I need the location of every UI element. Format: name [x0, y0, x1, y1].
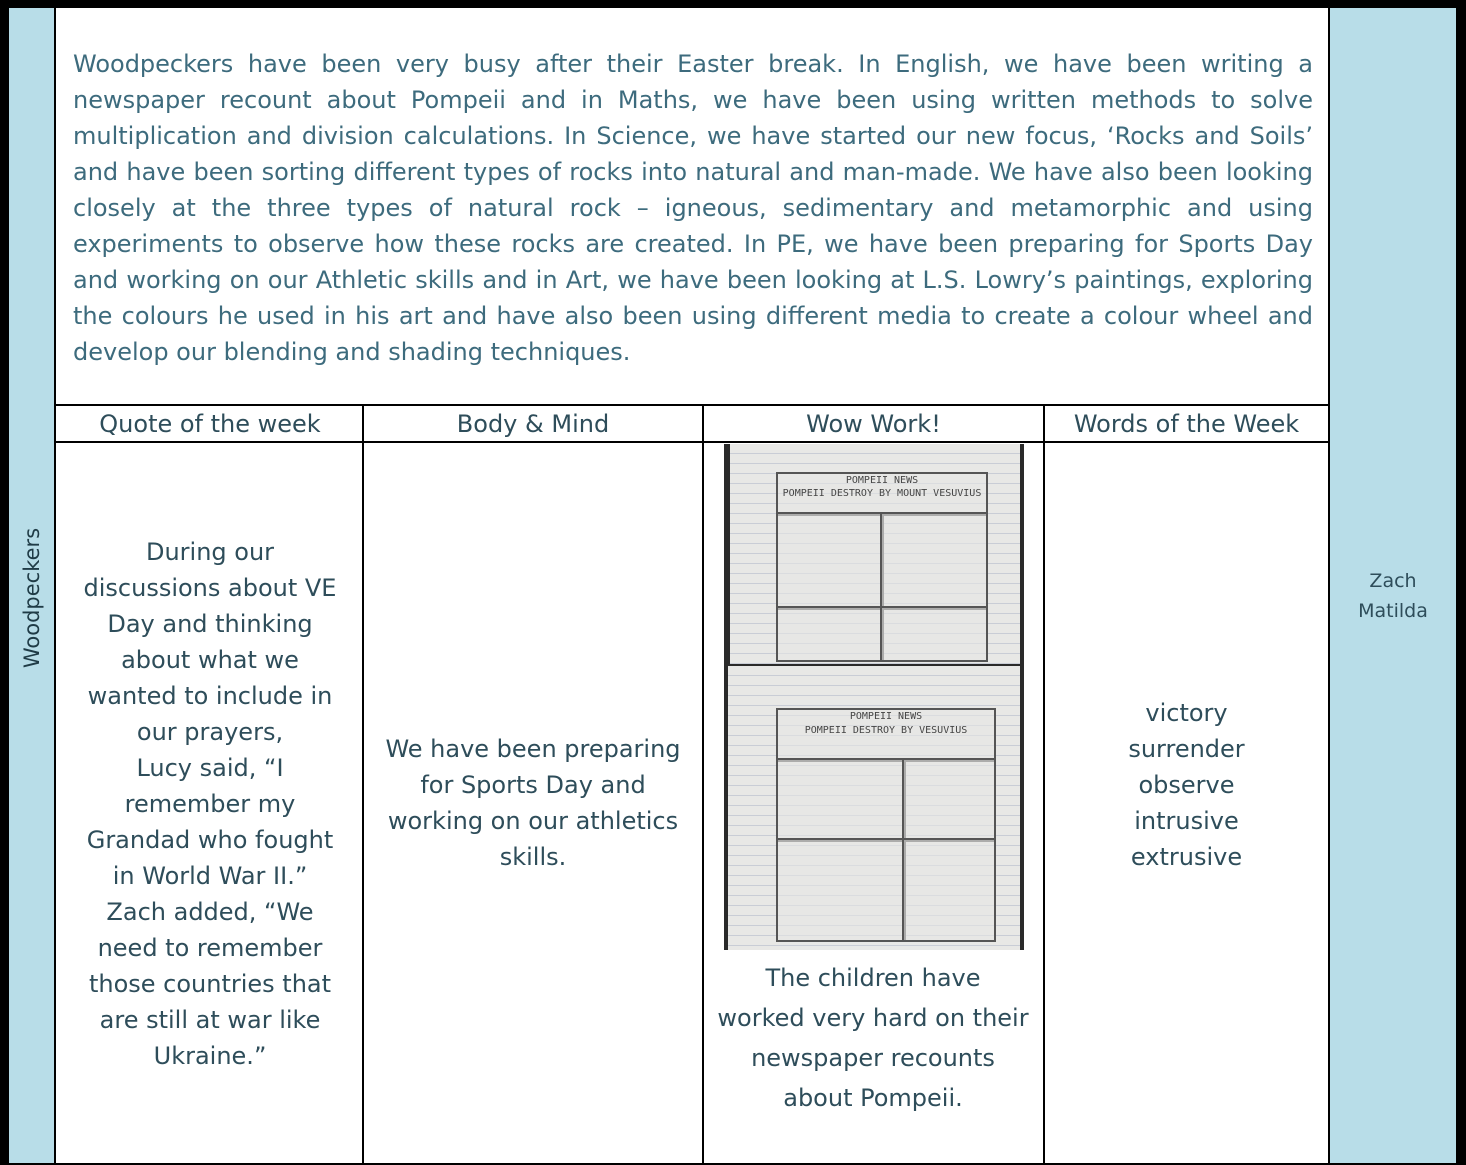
- header-quote-of-the-week: Quote of the week: [99, 410, 321, 438]
- top-border: [0, 0, 1466, 8]
- quote-cell: [58, 534, 362, 1074]
- word-item: victory: [1145, 699, 1228, 727]
- class-name-label: Woodpeckers: [19, 527, 44, 669]
- photo-sheet-title: POMPEII NEWS: [845, 475, 919, 486]
- photo-article-box: [902, 838, 996, 942]
- photo-article-box: [880, 512, 988, 610]
- photo-article-box: [776, 838, 906, 942]
- quote-line: During our: [145, 538, 275, 566]
- photo-article-box: [776, 512, 884, 610]
- right-border: [1458, 0, 1466, 1165]
- body-mind-line: skills.: [499, 843, 567, 871]
- name-item: Matilda: [1358, 600, 1428, 622]
- quote-line: Ukraine.”: [153, 1042, 267, 1070]
- intro-paragraph: Woodpeckers have been very busy after their Easter break. In English, we have been writing a newspaper recount about Pompeii and in Maths, we have been using written methods to solve multiplication and division calculations. In Science, we have started our new focus, ‘Rocks and Soils’ and have been sorting different types of rocks into natural and man-made. We have also been looking closely at the three types of natural rock – igneous, sedimentary and metamorphic and using experiments to observe how these rocks are created. In PE, we have been preparing for Sports Day and working on our Athletic skills and in Art, we have been looking at L.S. Lowry’s paintings, exploring the colours he used in his art and have also been using different media to create a colour wheel and develop our blending and shading techniques.: [73, 50, 1313, 366]
- header-words-of-the-week: Words of the Week: [1073, 410, 1300, 438]
- quote-line: Zach added, “We: [106, 898, 314, 926]
- photo-sheet-headline: POMPEII DESTROY BY MOUNT VESUVIUS: [782, 488, 982, 499]
- caption-line: worked very hard on their: [717, 1004, 1029, 1032]
- quote-line: those countries that: [88, 970, 332, 998]
- quote-line: wanted to include in: [87, 682, 333, 710]
- word-item: observe: [1138, 771, 1235, 799]
- header-wow-work: Wow Work!: [806, 410, 941, 438]
- left-border: [0, 0, 8, 1165]
- photo-sheet-lower: [728, 666, 1020, 950]
- photo-headline-box: [776, 708, 996, 762]
- quote-line: Lucy said, “I: [136, 754, 284, 782]
- quote-line: about what we: [121, 646, 299, 674]
- photo-article-box: [776, 758, 906, 842]
- quote-line: need to remember: [97, 934, 323, 962]
- quote-line: our prayers,: [136, 718, 284, 746]
- names-list: [1330, 566, 1456, 626]
- header-body-and-mind: Body & Mind: [456, 410, 610, 438]
- quote-line: Day and thinking: [107, 610, 313, 638]
- side-band-right: [1328, 8, 1458, 1163]
- photo-sheet-headline: POMPEII DESTROY BY VESUVIUS: [804, 725, 968, 736]
- word-item: surrender: [1128, 735, 1245, 763]
- photo-article-box: [902, 758, 996, 842]
- caption-line: newspaper recounts: [751, 1044, 995, 1072]
- caption-line: The children have: [765, 964, 981, 992]
- side-band-left: [8, 8, 56, 1163]
- body-mind-line: We have been preparing: [385, 735, 681, 763]
- newspaper-photo: [724, 444, 1024, 950]
- quote-line: are still at war like: [99, 1006, 321, 1034]
- body-mind-line: for Sports Day and: [420, 771, 646, 799]
- caption-line: about Pompeii.: [783, 1084, 963, 1112]
- word-item: extrusive: [1130, 843, 1243, 871]
- quote-line: remember my: [124, 790, 296, 818]
- word-item: intrusive: [1134, 807, 1239, 835]
- column-divider: [702, 404, 704, 1163]
- quote-line: Grandad who fought: [86, 826, 334, 854]
- wow-work-caption: [710, 958, 1036, 1118]
- photo-sheet-title: POMPEII NEWS: [849, 711, 923, 722]
- quote-line: discussions about VE: [83, 574, 337, 602]
- quote-line: in World War II.”: [112, 862, 308, 890]
- words-cell: [1045, 695, 1328, 875]
- photo-sheet-upper: [730, 444, 1020, 664]
- name-item: Zach: [1369, 570, 1417, 592]
- body-mind-cell: [364, 731, 702, 875]
- photo-headline-box: [776, 472, 988, 516]
- body-mind-line: working on our athletics: [387, 807, 679, 835]
- photo-article-box: [776, 606, 884, 662]
- photo-article-box: [880, 606, 988, 662]
